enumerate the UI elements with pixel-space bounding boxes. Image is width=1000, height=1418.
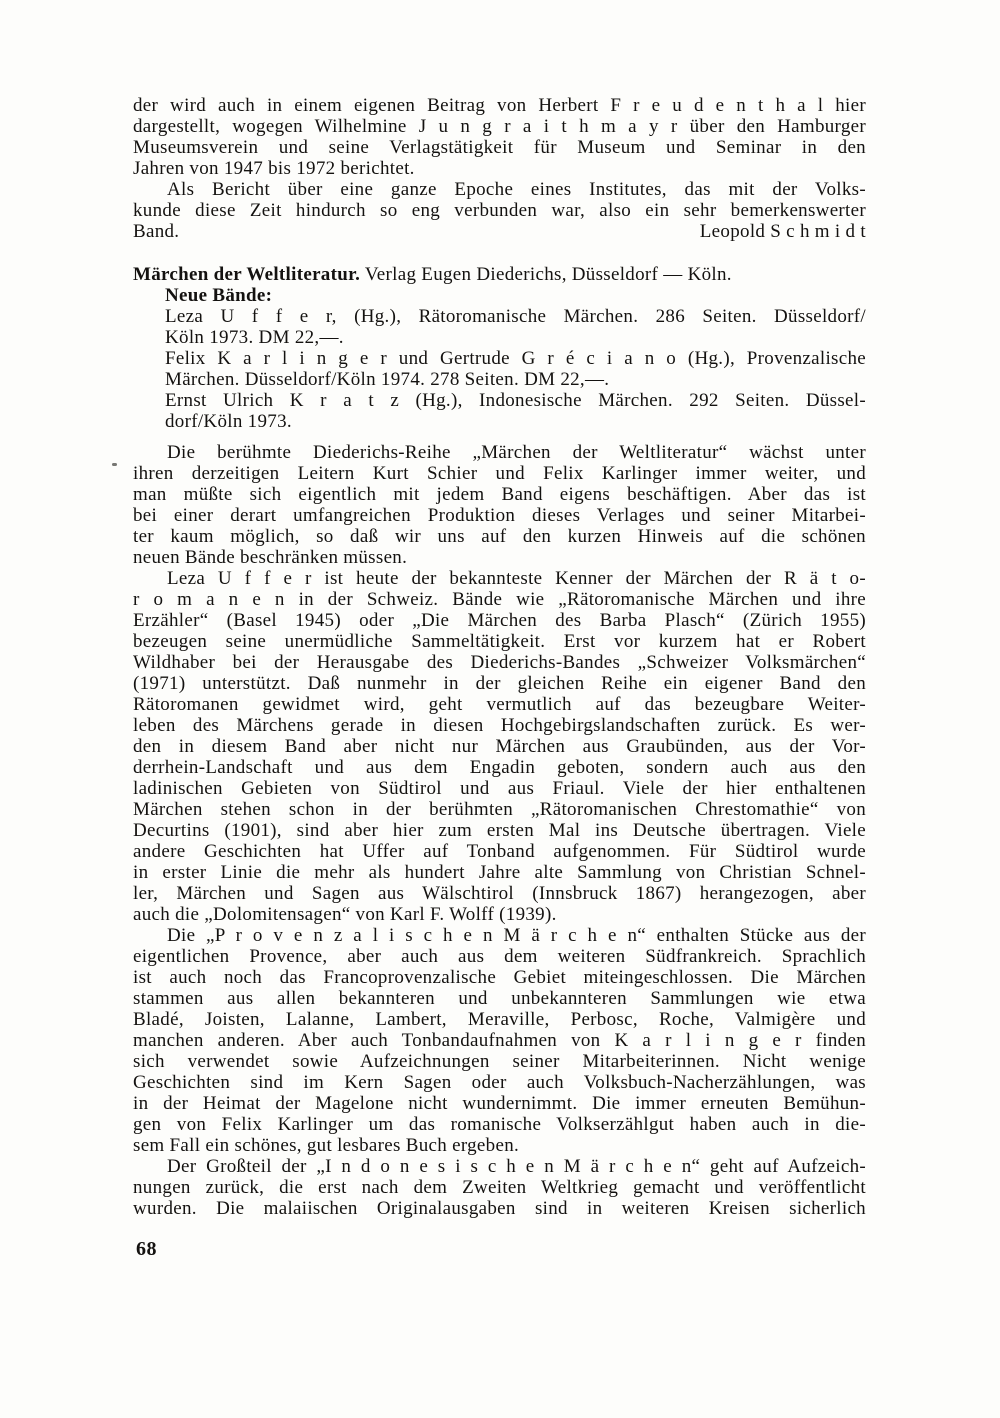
text-line: derrhein-Landschaft und aus dem Engadin geboten, sondern auch aus den [133, 757, 866, 778]
review-paragraph-3 [133, 925, 866, 1156]
text-line: Die berühmte Diederichs-Reihe „Märchen der Weltliteratur“ wächst unter [167, 442, 866, 463]
text-line: (1971) unterstützt. Daß nunmehr in der gleichen Reihe ein eigener Band den [133, 673, 866, 694]
text-line: r o m a n e n in der Schweiz. Bände wie „Rätoromanische Märchen und ihre [133, 589, 866, 610]
series-title: Märchen der Weltliteratur. [133, 264, 361, 285]
text-line: Wildhaber bei der Herausgabe des Diederichs-Bandes „Schweizer Volksmärchen“ [133, 652, 866, 673]
text-line: den in diesem Band aber nicht nur Märchen aus Graubünden, aus der Vor- [133, 736, 866, 757]
text-column [133, 95, 866, 1219]
text-line: Märchen. Düsseldorf/Köln 1974. 278 Seiten. DM 22,—. [165, 369, 610, 390]
bibliography-entry-karlinger [165, 348, 866, 390]
text-line: dargestellt, wogegen Wilhelmine J u n g r a i t h m a y r über den Hamburger [133, 116, 866, 137]
subheading-neue-baende: Neue Bände: [165, 285, 273, 306]
text-line: Als Bericht über eine ganze Epoche eines Institutes, das mit der Volks- [167, 179, 866, 200]
text-line: bezeugen seine unermüdliche Sammeltätigkeit. Erst vor kurzem hat er Robert [133, 631, 866, 652]
text-line: Museumsverein und seine Verlagstätigkeit für Museum und Seminar in den [133, 137, 866, 158]
page-number: 68 [136, 1238, 157, 1260]
text-line: ist auch noch das Francoprovenzalische Gebiet miteingeschlossen. Die Märchen [133, 967, 866, 988]
text-line: Felix K a r l i n g e r und Gertrude G r é c i a n o (Hg.), Provenzalische [165, 348, 866, 369]
text-line: sich verwendet sowie Aufzeichnungen seiner Mitarbeiterinnen. Nicht wenige [133, 1051, 866, 1072]
closing-paragraph [133, 179, 866, 221]
text-line: sem Fall ein schönes, gut lesbares Buch ergeben. [133, 1135, 520, 1156]
text-line: Köln 1973. DM 22,—. [165, 327, 344, 348]
text-line: leben des Märchens gerade in diesen Hochgebirgslandschaften zurück. Es wer- [133, 715, 866, 736]
text-line: Ernst Ulrich K r a t z (Hg.), Indonesische Märchen. 292 Seiten. Düssel- [165, 390, 866, 411]
text-line: dorf/Köln 1973. [165, 411, 292, 432]
review-paragraph-4 [133, 1156, 866, 1219]
text-line: Jahren von 1947 bis 1972 berichtet. [133, 158, 415, 179]
bibliography-entry-kratz [165, 390, 866, 432]
ink-speck [112, 463, 117, 466]
text-line: ladinischen Gebieten von Südtirol und aus Friaul. Viele der hier enthaltenen [133, 778, 866, 799]
text-line: Bladé, Joisten, Lalanne, Lambert, Meraville, Perbosc, Roche, Valmigère und [133, 1009, 866, 1030]
signature-line [133, 221, 866, 242]
text-line: ler, Märchen und Sagen aus Wälschtirol (Innsbruck 1867) herangezogen, aber [133, 883, 866, 904]
text-line: Die „P r o v e n z a l i s c h e n M ä r c h e n“ enthalten Stücke aus der [167, 925, 866, 946]
text-line: kunde diese Zeit hindurch so eng verbunden war, also ein sehr bemerkenswerter [133, 200, 866, 221]
text-line: Der Großteil der „I n d o n e s i s c h e n M ä r c h e n“ geht auf Aufzeich- [167, 1156, 866, 1177]
bibliography-entry-uffer [165, 306, 866, 348]
text-line: manchen anderen. Aber auch Tonbandaufnahmen von K a r l i n g e r finden [133, 1030, 866, 1051]
text-line: man müßte sich eigentlich mit jedem Band eigens beschäftigen. Aber das ist [133, 484, 866, 505]
text-line: in erster Linie die mehr als hundert Jahre alte Sammlung von Christian Schnel- [133, 862, 866, 883]
reviewer-signature: Leopold S c h m i d t [699, 221, 866, 242]
review-paragraph-1 [133, 442, 866, 568]
text-line: eigentlichen Provence, aber auch aus dem weiteren Südfrankreich. Sprachlich [133, 946, 866, 967]
text-line: stammen aus allen bekannteren und unbekannteren Sammlungen wie etwa [133, 988, 866, 1009]
text-line: gen von Felix Karlinger um das romanische Volkserzählgut haben auch in die- [133, 1114, 866, 1135]
text-line: Märchen stehen schon in der berühmten „Rätoromanischen Chrestomathie“ von [133, 799, 866, 820]
text-line: nungen zurück, die erst nach dem Zweiten Weltkrieg gemacht und veröffentlicht [133, 1177, 866, 1198]
text-line: Leza U f f e r, (Hg.), Rätoromanische Märchen. 286 Seiten. Düsseldorf/ [165, 306, 866, 327]
text-line: neuen Bände beschränken müssen. [133, 547, 408, 568]
text-line: Geschichten sind im Kern Sagen oder auch Volksbuch-Nacherzählungen, was [133, 1072, 866, 1093]
publisher-info: Verlag Eugen Diederichs, Düsseldorf — Köln. [360, 264, 732, 285]
text-line: ter kaum möglich, so daß wir uns auf den kurzen Hinweis auf die schönen [133, 526, 866, 547]
text-line: andere Geschichten hat Uffer auf Tonband aufgenommen. Für Südtirol wurde [133, 841, 866, 862]
text-line: auch die „Dolomitensagen“ von Karl F. Wolff (1939). [133, 904, 557, 925]
text-line: ihren derzeitigen Leitern Kurt Schier und Felix Karlinger immer weiter, und [133, 463, 866, 484]
text-line: Rätoromanen gewidmet wird, geht vermutlich auf das bezeugbare Weiter- [133, 694, 866, 715]
text-line: Decurtins (1901), sind aber hier zum ersten Mal ins Deutsche übertragen. Viele [133, 820, 866, 841]
book-heading [133, 264, 866, 285]
review-paragraph-2 [133, 568, 866, 925]
text-line: Leza U f f e r ist heute der bekannteste Kenner der Märchen der R ä t o- [167, 568, 866, 589]
text-line: bei einer derart umfangreichen Produktion dieses Verlages und seiner Mitarbei- [133, 505, 866, 526]
paragraph-end-text: Band. [133, 221, 180, 242]
text-line: wurden. Die malaiischen Originalausgaben sind in weiteren Kreisen sicherlich [133, 1198, 866, 1219]
text-line: der wird auch in einem eigenen Beitrag von Herbert F r e u d e n t h a l hier [133, 95, 866, 116]
text-line: Erzähler“ (Basel 1945) oder „Die Märchen des Barba Plasch“ (Zürich 1955) [133, 610, 866, 631]
intro-paragraph [133, 95, 866, 179]
text-line: in der Heimat der Magelone nicht wundernimmt. Die immer erneuten Bemühun- [133, 1093, 866, 1114]
